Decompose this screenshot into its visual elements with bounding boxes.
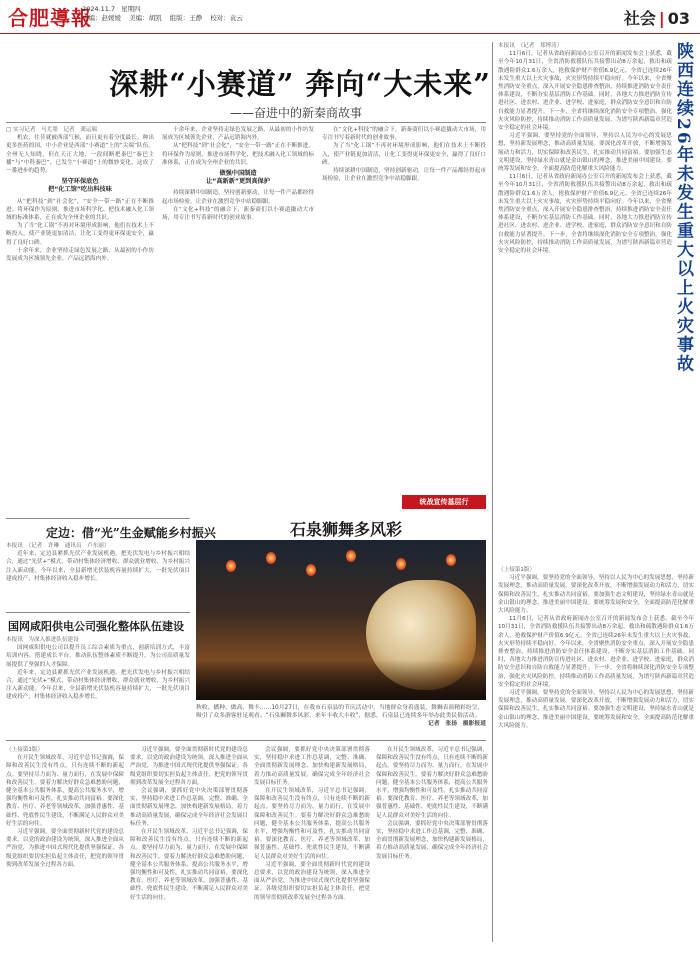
lantern-icon bbox=[226, 560, 236, 572]
bottom-paragraph: 在开民生领域改革，习近平总书记强调，保障和改善民生没有终点，只有连续不断的新起点。要坚持尽力而为、量力而行，在发展中保障和改善民生。要着力解决好群众急难愁盼问题，健全基本公共服务体系，提高公共服务水平，增强均衡性和可及性，扎实推动共同富裕。要深化教育、医疗、养老等领域改革，加强普惠性、基础性、兜底性民生建设，不断满足人民群众对美好生活的向往。 bbox=[254, 788, 370, 860]
photo-caption bbox=[196, 704, 486, 728]
designer-credit: 美编：胡凯 bbox=[129, 14, 162, 22]
lion-dance-photo bbox=[196, 540, 486, 700]
photo-caption-text: 秋收、播种、做高、舞丰……10月27日，在我市石泉县的节庆活动中，当地群众身着盛装，舞狮表演精彩纷呈，吸引了众多游客驻足观看。“石泉狮舞多风彩，来年丰收大丰收”，据悉，石泉县已连续多年举办此类民俗活动。 bbox=[196, 705, 484, 719]
fire-story-text bbox=[498, 42, 672, 552]
section-label bbox=[624, 6, 690, 29]
right-paragraph: 习近平强调，要坚持党的全面领导，坚持以人民为中心的发展思想，坚持新发展理念，推动高质量发展。要深化改革开放，不断增强发展动力和活力，切实保障和改善民生，扎实推动共同富裕。要加强生态文明建设，坚持绿水青山就是金山银山的理念，推进美丽中国建设。要统筹发展和安全，全面提高防范化解重大风险能力。 bbox=[498, 575, 694, 615]
campaign-banner: 统战宣传基层行 bbox=[402, 495, 486, 509]
power-company-byline: 本报讯 为深入推进队伍建设 bbox=[6, 637, 79, 643]
right-paragraph: 习近平强调，要坚持党的全面领导，坚持以人民为中心的发展思想，坚持新发展理念，推动高质量发展。要深化改革开放，不断增强发展动力和活力，切实保障和改善民生，扎实推动共同富裕。要加强生态文明建设，坚持绿水青山就是金山银山的理念，推进美丽中国建设。要统筹发展和安全，全面提高防范化解重大风险能力。 bbox=[498, 690, 694, 729]
bottom-paragraph: 在开民生领域改革，习近平总书记强调，保障和改善民生没有终点，只有连续不断的新起点。要坚持尽力而为、量力而行，在发展中保障和改善民生。要着力解决好群众急难愁盼问题，健全基本公共服务体系，提高公共服务水平，增强均衡性和可及性，扎实推动共同富裕。要深化教育、医疗、养老等领域改革，加强普惠性、基础性、兜底性民生建设，不断满足人民群众对美好生活的向往。 bbox=[130, 829, 248, 901]
lantern-icon bbox=[446, 554, 456, 566]
bottom-paragraph: 习近平强调，要全面贯彻新时代党的建设总要求，以党的政治建设为统领，深入推进全面从严治党，为推进中国式现代化提供坚强保证。各级党组织要切实担负起主体责任，把党的领导贯彻到改革发展全过程各方面。 bbox=[130, 747, 248, 786]
bottom-paragraph: 会议强调，要抓好党中央决策部署贯彻落实，坚持稳中求进工作总基调，完整、准确、全面贯彻新发展理念，加快构建新发展格局，着力推动高质量发展，确保完成全年经济社会发展目标任务。 bbox=[376, 820, 488, 860]
checker-credit: 校对：袁云 bbox=[210, 14, 243, 22]
bottom-paragraph: 在开民生领域改革，习近平总书记强调，保障和改善民生没有终点，只有连续不断的新起点。要坚持尽力而为、量力而行，在发展中保障和改善民生。要着力解决好群众急难愁盼问题，健全基本公共服务体系，提高公共服务水平，增强均衡性和可及性，扎实推动共同富裕。要深化教育、医疗、养老等领域改革，加强普惠性、基础性、兜底性民生建设，不断满足人民群众对美好生活的向往。 bbox=[376, 747, 488, 819]
fire-story-byline: 本报讯 （记者 郑博涛） bbox=[498, 43, 563, 49]
page-number: 03 bbox=[667, 9, 690, 28]
bottom-paragraph: 会议强调，要抓好党中央决策部署贯彻落实，坚持稳中求进工作总基调，完整、准确、全面贯彻新发展理念，加快构建新发展格局，着力推动高质量发展，确保完成全年经济社会发展目标任务。 bbox=[130, 788, 248, 827]
dingbian-paragraph: 近年来，定边县紧抓光伏产业发展机遇，把光伏发电与乡村振兴相结合，通过“光伏+”模式，带动村集体经济增收、群众就业增收，为乡村振兴注入新动能。今年以来，全县新增光伏装机容量持续扩大，一批光伏项目建成投产，村集体经济收入稳步增长。 bbox=[6, 551, 190, 582]
main-subhead: ——奋进中的新秦商故事 bbox=[230, 106, 363, 120]
feature-subheading-1: 坚守环保底色 把“化工馆”吃出科技味 bbox=[48, 178, 112, 194]
proofer-credit: 组版：王静 bbox=[169, 14, 203, 22]
power-company-headline: 国网咸阳供电公司强化整体队伍建设 bbox=[8, 620, 184, 633]
lantern-icon bbox=[266, 552, 276, 564]
lantern-icon bbox=[396, 558, 406, 570]
bottom-continued-note: （上接第1版） bbox=[6, 747, 44, 753]
bottom-paragraph: 习近平强调，要全面贯彻新时代党的建设总要求，以党的政治建设为统领，深入推进全面从严治党，为推进中国式现代化提供坚强保证。各级党组织要切实担负起主体责任，把党的领导贯彻到改革发展全过程各方面。 bbox=[6, 829, 124, 868]
feature-column-1 bbox=[6, 126, 154, 516]
newspaper-logo: 合肥導報 bbox=[8, 6, 92, 30]
feature-paragraph: 持续深耕中国制造，坚持创新驱动，让每一件产品都经得起市场检验，让企业在激烈竞争中站稳脚跟。 bbox=[162, 190, 314, 205]
bottom-paragraph: 在开民生领域改革，习近平总书记强调，保障和改善民生没有终点，只有连续不断的新起点。要坚持尽力而为、量力而行，在发展中保障和改善民生。要着力解决好群众急难愁盼问题，健全基本公共服务体系，提高公共服务水平，增强均衡性和可及性，扎实推动共同富裕。要深化教育、医疗、养老等领域改革，加强普惠性、基础性、兜底性民生建设，不断满足人民群众对美好生活的向往。 bbox=[6, 755, 124, 827]
feature-paragraph: 在“文化+科技”的融合下，新秦商们以小赛道撬动大市场，用专注书写着新时代的创业故事。 bbox=[322, 127, 486, 142]
issue-meta bbox=[82, 5, 249, 23]
editor-credit: 责编：赵媛媛 bbox=[82, 14, 121, 22]
dingbian-headline: 定边：借“光”生金赋能乡村振兴 bbox=[46, 526, 216, 540]
feature-column-2 bbox=[162, 126, 314, 491]
feature-paragraph: 为了当“化工锅”不再对环境形成影响，他们在技术上不断投入，使产业链更加清洁，让化工变得更环保更安全，赢得了良好口碑。 bbox=[6, 223, 154, 246]
feature-paragraph: 持续深耕中国制造，坚持创新驱动，让每一件产品都经得起市场检验，让企业在激烈竞争中站稳脚跟。 bbox=[322, 168, 486, 183]
feature-paragraph: 在“文化+科技”的融合下，新秦商们以小赛道撬动大市场，用专注书写着新时代的创业故事。 bbox=[162, 206, 314, 222]
feature-byline: □ 实习记者 马尤墨 记者 龚运瑞 bbox=[6, 127, 97, 133]
feature-paragraph: 十余年来，企业坚持走绿色发展之路，从最初的小作坊发展成为区域领先企业，产品远销海内外。 bbox=[162, 127, 314, 142]
divider bbox=[6, 518, 190, 519]
divider bbox=[6, 612, 190, 613]
section-name: 社会 bbox=[623, 9, 656, 28]
feature-subheading-2: 做强中国制造 让“高新新”更到真保护 bbox=[206, 170, 270, 186]
feature-column-3 bbox=[322, 126, 486, 491]
divider bbox=[6, 122, 486, 123]
divider bbox=[6, 740, 486, 741]
right-continued-text bbox=[498, 566, 694, 936]
fire-story-paragraph: 11月6日，记者从省政府新闻办公室召开的新闻发布会上获悉，截至今年10月31日，全省消防救援队伍共接警出动8万余起，救出和疏散遇险群众1.6万余人，抢救保护财产价值6.9亿元。全省已连续26年未发生重大以上火灾事故，火灾形势持续平稳向好。今年以来，全省聚焦消防安全重点，深入开展安全隐患排查整治，持续推进消防安全责任体系建设，不断夯实基层消防工作基础。同时，各地大力推进消防宣传进社区、进农村、进企业、进学校、进家庭，群众消防安全意识和自防自救能力显著提升。下一步，全省将继续深化消防安全专项整治，强化火灾风险防控，持续推动消防工作高质量发展，为谱写陕西新篇章营造安全稳定的社会环境。 bbox=[498, 51, 672, 132]
continued-note: （上接第1版） bbox=[498, 567, 536, 573]
bottom-column-2 bbox=[130, 746, 248, 968]
right-paragraph: 11月6日，记者从省政府新闻办公室召开的新闻发布会上获悉，截至今年10月31日，全省消防救援队伍共接警出动8万余起，救出和疏散遇险群众1.6万余人，抢救保护财产价值6.9亿元。全省已连续26年未发生重大以上火灾事故，火灾形势持续平稳向好。今年以来，全省聚焦消防安全重点，深入开展安全隐患排查整治，持续推进消防安全责任体系建设，不断夯实基层消防工作基础。同时，各地大力推进消防宣传进社区、进农村、进企业、进学校、进家庭，群众消防安全意识和自防自救能力显著提升。下一步，全省将继续深化消防安全专项整治，强化火灾风险防控，持续推动消防工作高质量发展，为谱写陕西新篇章营造安全稳定的社会环境。 bbox=[498, 616, 694, 688]
bottom-paragraph: 习近平强调，要全面贯彻新时代党的建设总要求，以党的政治建设为统领，深入推进全面从严治党，为推进中国式现代化提供坚强保证。各级党组织要切实担负起主体责任，把党的领导贯彻到改革发展全过程各方面。 bbox=[254, 861, 370, 901]
dingbian-text bbox=[6, 542, 190, 610]
crowd-silhouette bbox=[196, 660, 486, 700]
photo-credit: 记者 张扬 摄影报道 bbox=[428, 721, 486, 727]
feature-paragraph: 从“把科技”到“社会化”，“安全一带一路”正在不断推进。将环保作为原则、推进市场科学化、把技术融入化工领域的标准体系，正在成为全州企业的共识。 bbox=[162, 143, 314, 166]
dingbian-byline: 本报讯 （记者 许琳 通讯员 卢东丽） bbox=[6, 543, 110, 549]
main-headline: 深耕“小赛道” 奔向“大未来” bbox=[109, 67, 491, 101]
power-company-paragraph: 国网咸阳供电公司以提升员工综合素质为重点，创新培训方式，丰富培训内容，搭建成长平台，推动队伍整体素质不断提升，为公司高质量发展提供了坚强的人才保障。 bbox=[6, 645, 190, 668]
vertical-headline: 陕西连续26年未发生重大以上火灾事故 bbox=[673, 42, 693, 374]
issue-date: 2024.11.7 bbox=[82, 5, 116, 13]
power-company-text bbox=[6, 636, 190, 726]
bottom-column-3 bbox=[254, 746, 370, 968]
bottom-paragraph: 会议强调，要抓好党中央决策部署贯彻落实，坚持稳中求进工作总基调，完整、准确、全面贯彻新发展理念，加快构建新发展格局，着力推动高质量发展，确保完成全年经济社会发展目标任务。 bbox=[254, 747, 370, 786]
photo-headline: 石泉狮舞多风彩 bbox=[290, 520, 403, 539]
power-company-paragraph: 近年来，定边县紧抓光伏产业发展机遇，把光伏发电与乡村振兴相结合，通过“光伏+”模式，带动村集体经济增收、群众就业增收，为乡村振兴注入新动能。今年以来，全县新增光伏装机容量持续扩大，一批光伏项目建成投产，村集体经济收入稳步增长。 bbox=[6, 669, 190, 701]
section-separator: | bbox=[658, 9, 665, 28]
lantern-icon bbox=[306, 564, 316, 576]
fire-story-paragraph: 习近平强调，要坚持党的全面领导，坚持以人民为中心的发展思想，坚持新发展理念，推动高质量发展。要深化改革开放，不断增强发展动力和活力，切实保障和改善民生，扎实推动共同富裕。要加强生态文明建设，坚持绿水青山就是金山银山的理念，推进美丽中国建设。要统筹发展和安全，全面提高防范化解重大风险能力。 bbox=[498, 133, 672, 173]
column-divider bbox=[492, 42, 493, 942]
issue-weekday: 星期四 bbox=[121, 5, 141, 13]
feature-paragraph: 十余年来，企业坚持走绿色发展之路，从最初的小作坊发展成为区域领先企业，产品远销海内外。 bbox=[6, 247, 154, 263]
bottom-column-1 bbox=[6, 746, 124, 968]
fire-story-paragraph: 11月6日，记者从省政府新闻办公室召开的新闻发布会上获悉，截至今年10月31日，全省消防救援队伍共接警出动8万余起，救出和疏散遇险群众1.6万余人，抢救保护财产价值6.9亿元。全省已连续26年未发生重大以上火灾事故，火灾形势持续平稳向好。今年以来，全省聚焦消防安全重点，深入开展安全隐患排查整治，持续推进消防安全责任体系建设，不断夯实基层消防工作基础。同时，各地大力推进消防宣传进社区、进农村、进企业、进学校、进家庭，群众消防安全意识和自防自救能力显著提升。下一步，全省将继续深化消防安全专项整治，强化火灾风险防控，持续推动消防工作高质量发展，为谱写陕西新篇章营造安全稳定的社会环境。 bbox=[498, 174, 672, 255]
feature-paragraph: 从“把科技”到“社会化”，“安全一带一路”正在不断推进。将环保作为原则、推进市场科学化、把技术融入化工领域的标准体系，正在成为全州企业的共识。 bbox=[6, 198, 154, 222]
feature-paragraph: 为了当“化工锅”不再对环境形成影响，他们在技术上不断投入，使产业链更加清洁，让化工变得更环保更安全，赢得了良好口碑。 bbox=[322, 143, 486, 166]
lantern-icon bbox=[346, 550, 356, 562]
feature-intro: 机农，往昔就被西部气候，而且更有着分度最长、种出更多医药的国，中小企业是西部“小赛道”上的“尖端”队伍。全州无人知晓，但在天正大地，一段间断把秦巴“秦巴主播”与“中科秦巴”，已发生“小赛道”上的微妙变化，这成了一番进步的趋势。 bbox=[6, 135, 154, 175]
bottom-column-4 bbox=[376, 746, 488, 968]
masthead bbox=[0, 0, 700, 34]
